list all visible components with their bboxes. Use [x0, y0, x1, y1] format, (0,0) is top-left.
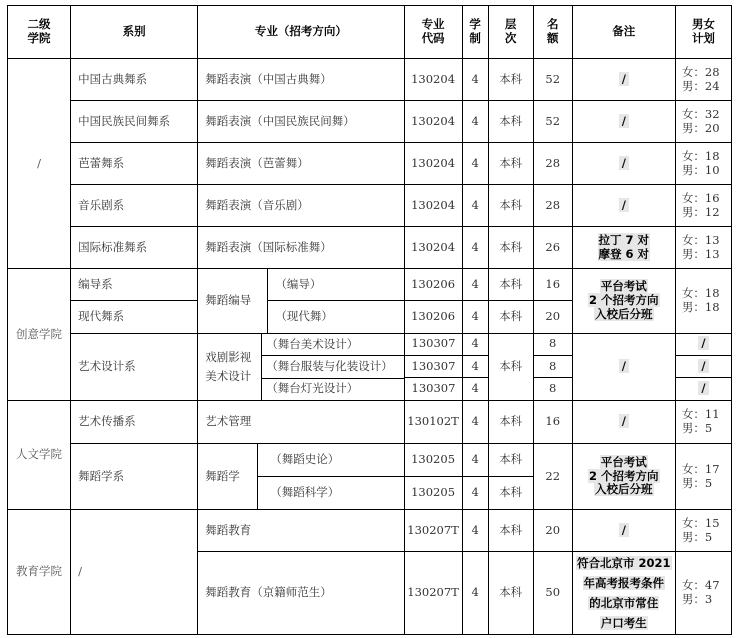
quota-cell: 16 [533, 269, 572, 301]
direction-cell: （舞台服装与化装设计） [262, 356, 404, 378]
years-cell: 4 [462, 444, 488, 477]
department-cell: 艺术传播系 [71, 401, 198, 444]
table-row [8, 269, 732, 301]
major-cell: 舞蹈教育（京籍师范生） [198, 552, 404, 635]
gender-cell: 女：15 男：5 [675, 510, 731, 552]
department-cell: 国际标准舞系 [71, 227, 198, 269]
code-cell: 130205 [404, 477, 462, 510]
code-cell: 130204 [404, 59, 462, 101]
level-cell: 本科 [488, 143, 533, 185]
quota-cell: 20 [533, 510, 572, 552]
major-cell: 舞蹈表演（中国民族民间舞） [198, 101, 404, 143]
department-cell: 艺术设计系 [71, 334, 198, 401]
remark-cell: 符合北京市 2021 年高考报考条件 的北京市常住 户口考生 [572, 552, 675, 635]
college-cell: 人文学院 [8, 401, 71, 510]
level-cell: 本科 [488, 334, 533, 401]
years-cell: 4 [462, 301, 488, 334]
enrollment-plan-table [7, 5, 732, 635]
header-row [8, 6, 732, 59]
code-cell: 130204 [404, 185, 462, 227]
table-row [8, 143, 732, 185]
quota-cell: 20 [533, 301, 572, 334]
table-row [8, 185, 732, 227]
years-cell: 4 [462, 227, 488, 269]
level-cell: 本科 [488, 101, 533, 143]
gender-cell: 女：16 男：12 [675, 185, 731, 227]
level-cell: 本科 [488, 510, 533, 552]
gender-cell: 女：17 男：5 [675, 444, 731, 510]
code-cell: 130307 [404, 378, 462, 401]
level-cell: 本科 [488, 269, 533, 301]
department-cell: 芭蕾舞系 [71, 143, 198, 185]
major-cell: 舞蹈表演（中国古典舞） [198, 59, 404, 101]
direction-cell: （舞台美术设计） [262, 334, 404, 356]
department-cell: / [71, 510, 198, 635]
gender-cell: 女：18 男：18 [675, 269, 731, 334]
major-cell: 舞蹈编导 [198, 269, 268, 334]
code-cell: 130204 [404, 143, 462, 185]
department-cell: 中国民族民间舞系 [71, 101, 198, 143]
level-cell: 本科 [488, 227, 533, 269]
major-cell: 舞蹈表演（芭蕾舞） [198, 143, 404, 185]
quota-cell: 8 [533, 378, 572, 401]
design-major-block [198, 334, 404, 401]
table-row [8, 510, 732, 552]
quota-cell: 28 [533, 143, 572, 185]
gender-cell: 女：28 男：24 [675, 59, 731, 101]
remark-cell: 平台考试 2 个招考方向 入校后分班 [572, 444, 675, 510]
gender-cell: 女：18 男：10 [675, 143, 731, 185]
remark-cell: / [572, 401, 675, 444]
gender-cell: / [675, 355, 731, 378]
major-cell: 舞蹈表演（国际标准舞） [198, 227, 404, 269]
remark-cell: / [572, 101, 675, 143]
level-cell: 本科 [488, 59, 533, 101]
quota-cell: 26 [533, 227, 572, 269]
code-cell: 130307 [404, 334, 462, 356]
gender-cell: 女：32 男：20 [675, 101, 731, 143]
quota-cell: 8 [533, 355, 572, 378]
remark-cell: / [572, 185, 675, 227]
table-row [8, 334, 732, 356]
table-row [8, 444, 732, 477]
header-quota: 名 额 [533, 6, 572, 59]
years-cell: 4 [462, 59, 488, 101]
table-row [8, 101, 732, 143]
major-cell: 舞蹈教育 [198, 510, 404, 552]
department-cell: 中国古典舞系 [71, 59, 198, 101]
code-cell: 130204 [404, 227, 462, 269]
gender-cell: 女：11 男：5 [675, 401, 731, 444]
quota-cell: 28 [533, 185, 572, 227]
level-cell: 本科 [488, 301, 533, 334]
level-cell: 本科 [488, 444, 533, 477]
quota-cell: 50 [533, 552, 572, 635]
remark-cell: / [572, 143, 675, 185]
code-cell: 130206 [404, 301, 462, 334]
years-cell: 4 [462, 143, 488, 185]
gender-cell: 女：13 男：13 [675, 227, 731, 269]
years-cell: 4 [462, 269, 488, 301]
department-cell: 音乐剧系 [71, 185, 198, 227]
code-cell: 130102T [404, 401, 462, 444]
years-cell: 4 [462, 334, 488, 356]
quota-cell: 8 [533, 334, 572, 356]
header-remark: 备注 [572, 6, 675, 59]
dance-studies-major-block [198, 444, 404, 510]
remark-cell: / [572, 510, 675, 552]
years-cell: 4 [462, 510, 488, 552]
years-cell: 4 [462, 552, 488, 635]
quota-cell: 22 [533, 444, 572, 510]
table-row [8, 401, 732, 444]
remark-cell: / [572, 334, 675, 401]
header-department: 系别 [71, 6, 198, 59]
header-years: 学 制 [462, 6, 488, 59]
college-cell: / [8, 59, 71, 269]
gender-cell: 女：47 男：3 [675, 552, 731, 635]
header-code: 专业 代码 [404, 6, 462, 59]
code-cell: 130207T [404, 510, 462, 552]
level-cell: 本科 [488, 552, 533, 635]
department-cell: 现代舞系 [71, 301, 198, 334]
quota-cell: 52 [533, 101, 572, 143]
college-cell: 创意学院 [8, 269, 71, 401]
code-cell: 130205 [404, 444, 462, 477]
gender-cell: / [675, 378, 731, 401]
direction-cell: （舞蹈科学） [270, 485, 340, 500]
direction-cell: （舞台灯光设计） [266, 381, 359, 396]
quota-cell: 16 [533, 401, 572, 444]
major-cell: 艺术管理 [198, 401, 404, 444]
years-cell: 4 [462, 355, 488, 378]
table-row [8, 59, 732, 101]
level-cell: 本科 [488, 401, 533, 444]
years-cell: 4 [462, 185, 488, 227]
remark-cell: / [572, 59, 675, 101]
remark-cell: 平台考试 2 个招考方向 入校后分班 [572, 269, 675, 334]
college-cell: 教育学院 [8, 510, 71, 635]
years-cell: 4 [462, 477, 488, 510]
years-cell: 4 [462, 401, 488, 444]
major-cell: 舞蹈学 [198, 444, 258, 509]
direction-cell: （现代舞） [268, 301, 404, 334]
table-row [8, 227, 732, 269]
remark-cell: 拉丁 7 对 摩登 6 对 [572, 227, 675, 269]
department-cell: 舞蹈学系 [71, 444, 198, 510]
header-major: 专业（招考方向） [198, 6, 404, 59]
header-gender: 男女 计划 [675, 6, 731, 59]
major-cell: 戏剧影视 美术设计 [198, 334, 262, 400]
code-cell: 130307 [404, 355, 462, 378]
header-level: 层 次 [488, 6, 533, 59]
department-cell: 编导系 [71, 269, 198, 301]
years-cell: 4 [462, 101, 488, 143]
header-college: 二级 学院 [8, 6, 71, 59]
level-cell: 本科 [488, 185, 533, 227]
code-cell: 130204 [404, 101, 462, 143]
level-cell: 本科 [488, 477, 533, 510]
gender-cell: / [675, 334, 731, 356]
years-cell: 4 [462, 378, 488, 401]
code-cell: 130207T [404, 552, 462, 635]
direction-cell: （舞蹈史论） [258, 444, 404, 477]
major-cell: 舞蹈表演（音乐剧） [198, 185, 404, 227]
code-cell: 130206 [404, 269, 462, 301]
quota-cell: 52 [533, 59, 572, 101]
direction-cell: （编导） [268, 269, 404, 301]
